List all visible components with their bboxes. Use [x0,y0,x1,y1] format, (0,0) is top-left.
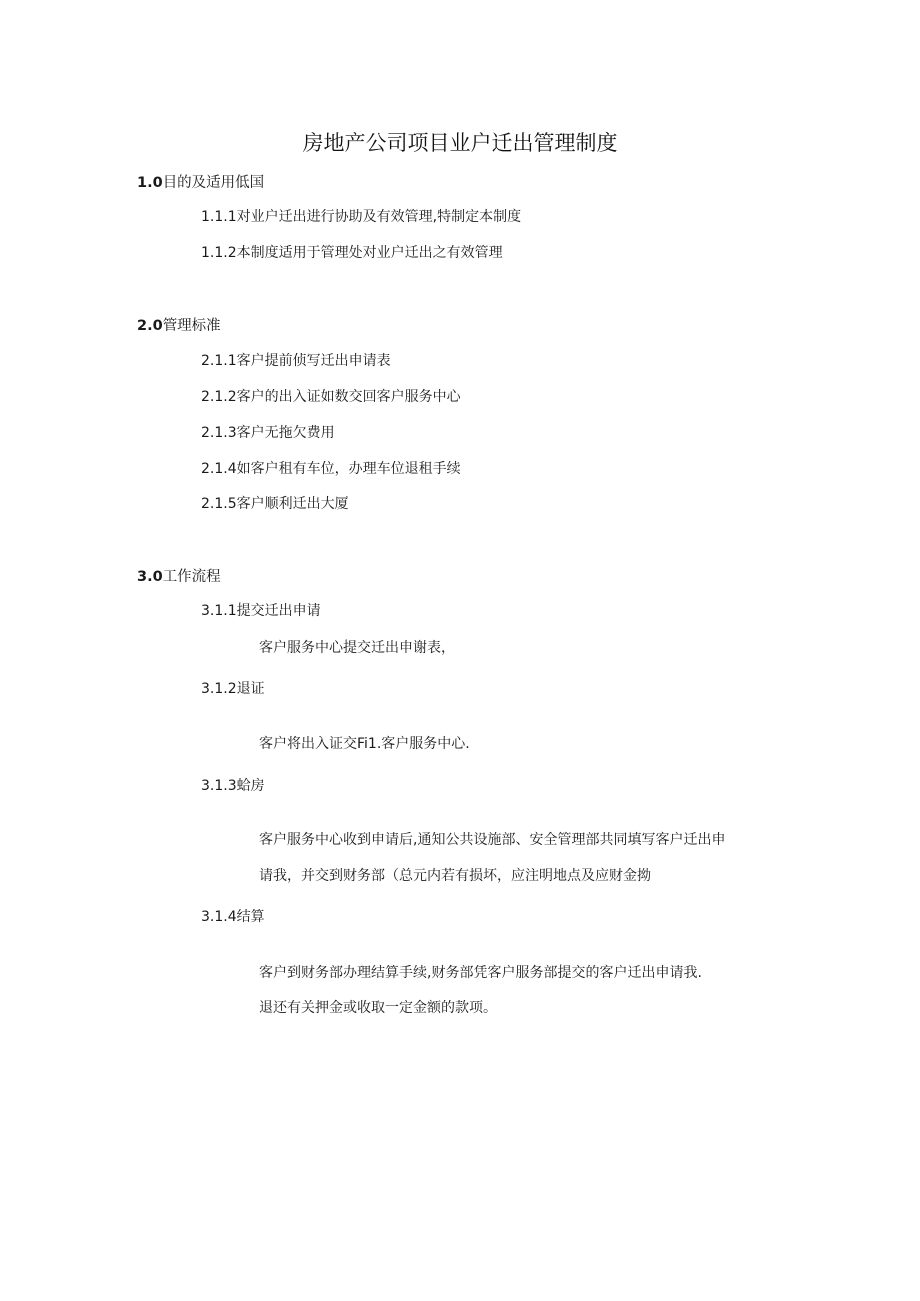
step-body: 客户将出入证交Fi1.客户服务中心. [259,736,470,752]
step-label: 3.1.3蛤房 [201,778,265,794]
section-title: 工作流程 [162,569,221,585]
step-body: 客户到财务部办理结算手续,财务部凭客户服务部提交的客户迁出申请我. [259,965,702,981]
step-label: 3.1.4结算 [201,909,265,925]
list-item: 1.1.2本制度适用于管理处对业户迁出之有效管理 [201,245,503,261]
list-item: 2.1.4如客户租有车位，办理车位退租手续 [201,461,461,477]
step-body: 客户服务中心提交迁出申谢表， [259,640,455,656]
section-number: 2.0 [137,318,163,334]
step-body: 退还有关押金或收取一定金额的款项。 [259,1000,497,1016]
list-item: 1.1.1对业户迁出进行协助及有效管理,特制定本制度 [201,209,522,225]
list-item: 2.1.3客户无拖欠费用 [201,425,335,441]
list-item: 2.1.2客户的出入证如数交回客户服务中心 [201,389,461,405]
section-number: 3.0 [137,569,163,585]
section-heading [137,567,221,587]
list-item: 2.1.1客户提前侦写迁出申请表 [201,353,391,369]
section-title: 目的及适用低国 [162,175,265,191]
document-title: 房地产公司项目业户迁出管理制度 [302,131,618,155]
section-heading [137,316,221,336]
section-heading [137,173,264,193]
section-title: 管理标准 [162,318,221,334]
step-body: 请我，并交到财务部（总元内若有损坏，应注明地点及应财金拗 [259,868,651,884]
step-body: 客户服务中心收到申请后,通知公共设施部、安全管理部共同填写客户迁出申 [259,832,726,848]
step-label: 3.1.2退证 [201,681,265,697]
section-number: 1.0 [137,175,163,191]
list-item: 2.1.5客户顺利迁出大厦 [201,496,349,512]
step-label: 3.1.1提交迁出申请 [201,603,321,619]
